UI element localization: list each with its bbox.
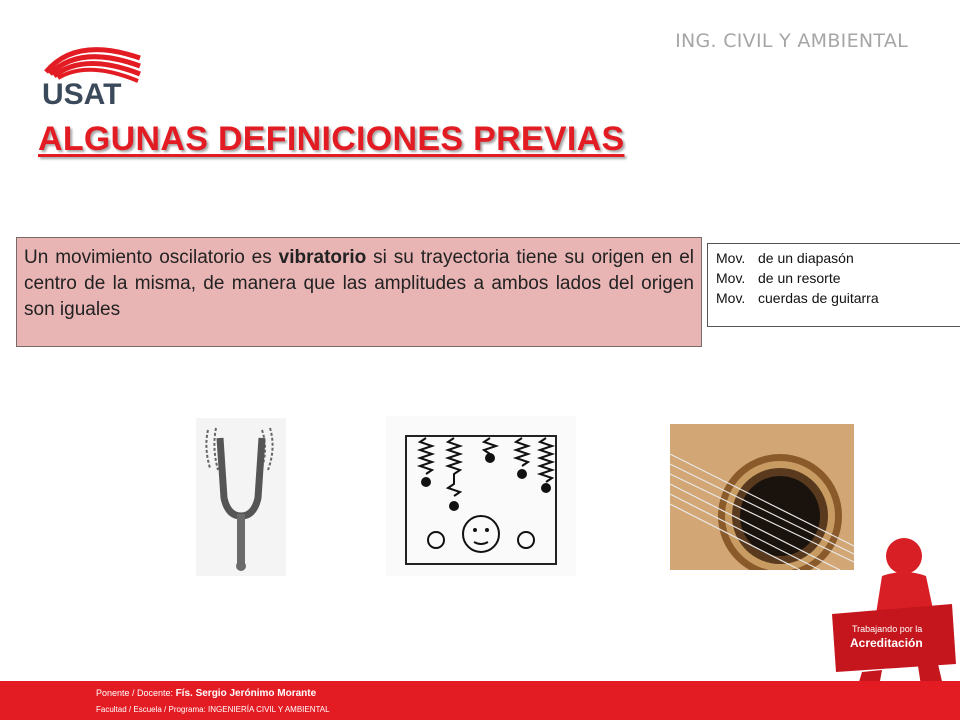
examples-box (707, 243, 960, 327)
springs-image (386, 416, 576, 576)
footer-faculty: Facultad / Escuela / Programa: INGENIERÍA CIVIL Y AMBIENTAL (96, 705, 330, 714)
mascot-line1: Trabajando por la (852, 624, 923, 634)
tuning-fork-image (196, 418, 286, 576)
definition-box (16, 237, 702, 347)
slide-title: ALGUNAS DEFINICIONES PREVIAS (38, 120, 625, 158)
footer-presenter: Ponente / Docente: Fís. Sergio Jerónimo Morante (96, 688, 317, 699)
accreditation-mascot-image (822, 534, 960, 694)
example-item: Mov. cuerdas de guitarra (716, 290, 879, 306)
definition-text-before: Un movimiento oscilatorio es (24, 247, 279, 268)
definition-bold-term: vibratorio (278, 247, 367, 268)
logo-text: USAT (42, 78, 122, 108)
footer-bar (0, 681, 960, 720)
mascot-line2: Acreditación (850, 636, 923, 650)
example-item: Mov. de un diapasón (716, 250, 854, 266)
usat-logo (36, 38, 154, 108)
example-item: Mov. de un resorte (716, 270, 841, 286)
definition-text-after: si su trayectoria tiene su origen en el centro de la misma, de manera que las amplitudes a ambos lados del origen son iguales (24, 247, 694, 320)
header-label: ING. CIVIL Y AMBIENTAL (675, 30, 908, 52)
